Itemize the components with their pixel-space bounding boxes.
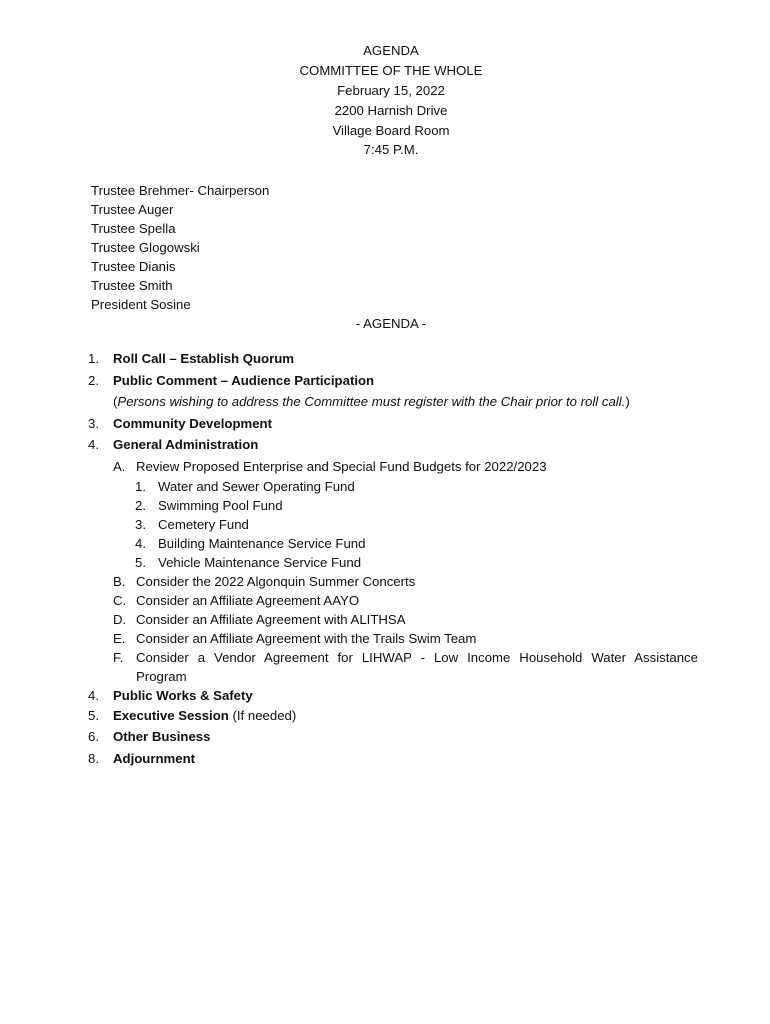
agenda-item-general-administration <box>88 437 698 459</box>
fund-text: Cemetery Fund <box>158 517 249 532</box>
sub-item-a <box>88 459 698 479</box>
attendee: Trustee Auger <box>91 202 174 217</box>
item-label: Other Business <box>113 729 211 744</box>
item-number: 3. <box>88 416 99 431</box>
public-comment-note <box>88 394 698 416</box>
item-number: 4. <box>88 437 99 452</box>
attendee: Trustee Dianis <box>91 259 176 274</box>
item-label: Public Works & Safety <box>113 688 253 703</box>
header-room: Village Board Room <box>332 122 450 138</box>
attendee: President Sosine <box>91 297 191 312</box>
agenda-item-roll-call <box>88 351 698 373</box>
sub-item-text: Consider an Affiliate Agreement AAYO <box>136 593 360 608</box>
fund-number: 1. <box>135 479 146 494</box>
item-number: 8. <box>88 751 99 766</box>
item-label: Executive Session <box>113 708 229 723</box>
fund-item <box>88 555 698 574</box>
sub-item-letter: D. <box>113 612 127 627</box>
agenda-item-public-comment <box>88 373 698 394</box>
fund-text: Swimming Pool Fund <box>158 498 283 513</box>
fund-number: 4. <box>135 536 146 551</box>
note-open-paren: ( <box>113 394 118 409</box>
header-date: February 15, 2022 <box>337 82 445 98</box>
agenda-item-other-business <box>88 729 698 751</box>
sub-item-text: Consider an Affiliate Agreement with ALITHSA <box>136 612 406 627</box>
fund-number: 3. <box>135 517 146 532</box>
fund-number: 2. <box>135 498 146 513</box>
item-number: 6. <box>88 729 99 744</box>
header-time: 7:45 P.M. <box>363 142 419 158</box>
item-label: Public Comment – Audience Participation <box>113 373 375 388</box>
sub-item-letter: C. <box>113 593 127 608</box>
header-title: AGENDA <box>363 43 419 58</box>
sub-item-letter: B. <box>113 574 126 589</box>
sub-item-letter: E. <box>113 631 126 646</box>
agenda-item-executive-session <box>88 708 698 729</box>
sub-item-text: Consider the 2022 Algonquin Summer Concerts <box>136 574 416 589</box>
sub-item-text: Consider a Vendor Agreement for LIHWAP - Low Income Household Water Assistance <box>136 650 698 665</box>
header-committee: COMMITTEE OF THE WHOLE <box>299 62 483 78</box>
fund-text: Building Maintenance Service Fund <box>158 536 366 551</box>
item-label: Community Development <box>113 416 273 431</box>
note-close-paren: ) <box>625 394 630 409</box>
header-address: 2200 Harnish Drive <box>334 102 448 118</box>
fund-item <box>88 517 698 536</box>
sub-item-text-continued: Program <box>136 669 187 684</box>
item-label: Roll Call – Establish Quorum <box>113 351 294 366</box>
item-suffix: (If needed) <box>228 708 297 723</box>
attendee-list <box>91 181 269 314</box>
agenda-subtitle: - AGENDA - <box>355 316 427 331</box>
attendee: Trustee Spella <box>91 221 176 236</box>
fund-item <box>88 479 698 498</box>
agenda-item-community-development <box>88 416 698 437</box>
fund-text: Water and Sewer Operating Fund <box>158 479 355 494</box>
sub-item-text: Review Proposed Enterprise and Special Fund Budgets for 2022/2023 <box>136 459 547 474</box>
item-number: 2. <box>88 373 99 388</box>
item-number: 5. <box>88 708 99 723</box>
sub-item-b <box>88 574 698 593</box>
attendee: Trustee Glogowski <box>91 240 200 255</box>
agenda-item-public-works <box>88 688 698 708</box>
sub-item-f <box>88 650 698 669</box>
item-number: 4. <box>88 688 99 703</box>
fund-number: 5. <box>135 555 146 570</box>
sub-item-e <box>88 631 698 650</box>
item-label: Adjournment <box>113 751 196 766</box>
fund-text: Vehicle Maintenance Service Fund <box>158 555 362 570</box>
sub-item-text: Consider an Affiliate Agreement with the Trails Swim Team <box>136 631 477 646</box>
agenda-items <box>88 351 698 773</box>
attendee: Trustee Smith <box>91 278 173 293</box>
item-number: 1. <box>88 351 99 366</box>
agenda-item-adjournment <box>88 751 698 773</box>
sub-item-f-continuation <box>88 669 698 688</box>
sub-item-d <box>88 612 698 631</box>
sub-item-letter: F. <box>113 650 124 665</box>
item-label: General Administration <box>113 437 259 452</box>
note-text: Persons wishing to address the Committee must register with the Chair prior to roll call. <box>117 394 626 409</box>
attendee: Trustee Brehmer- Chairperson <box>91 183 270 198</box>
fund-item <box>88 498 698 517</box>
sub-item-c <box>88 593 698 612</box>
fund-item <box>88 536 698 555</box>
agenda-header <box>0 41 770 160</box>
sub-item-letter: A. <box>113 459 126 474</box>
